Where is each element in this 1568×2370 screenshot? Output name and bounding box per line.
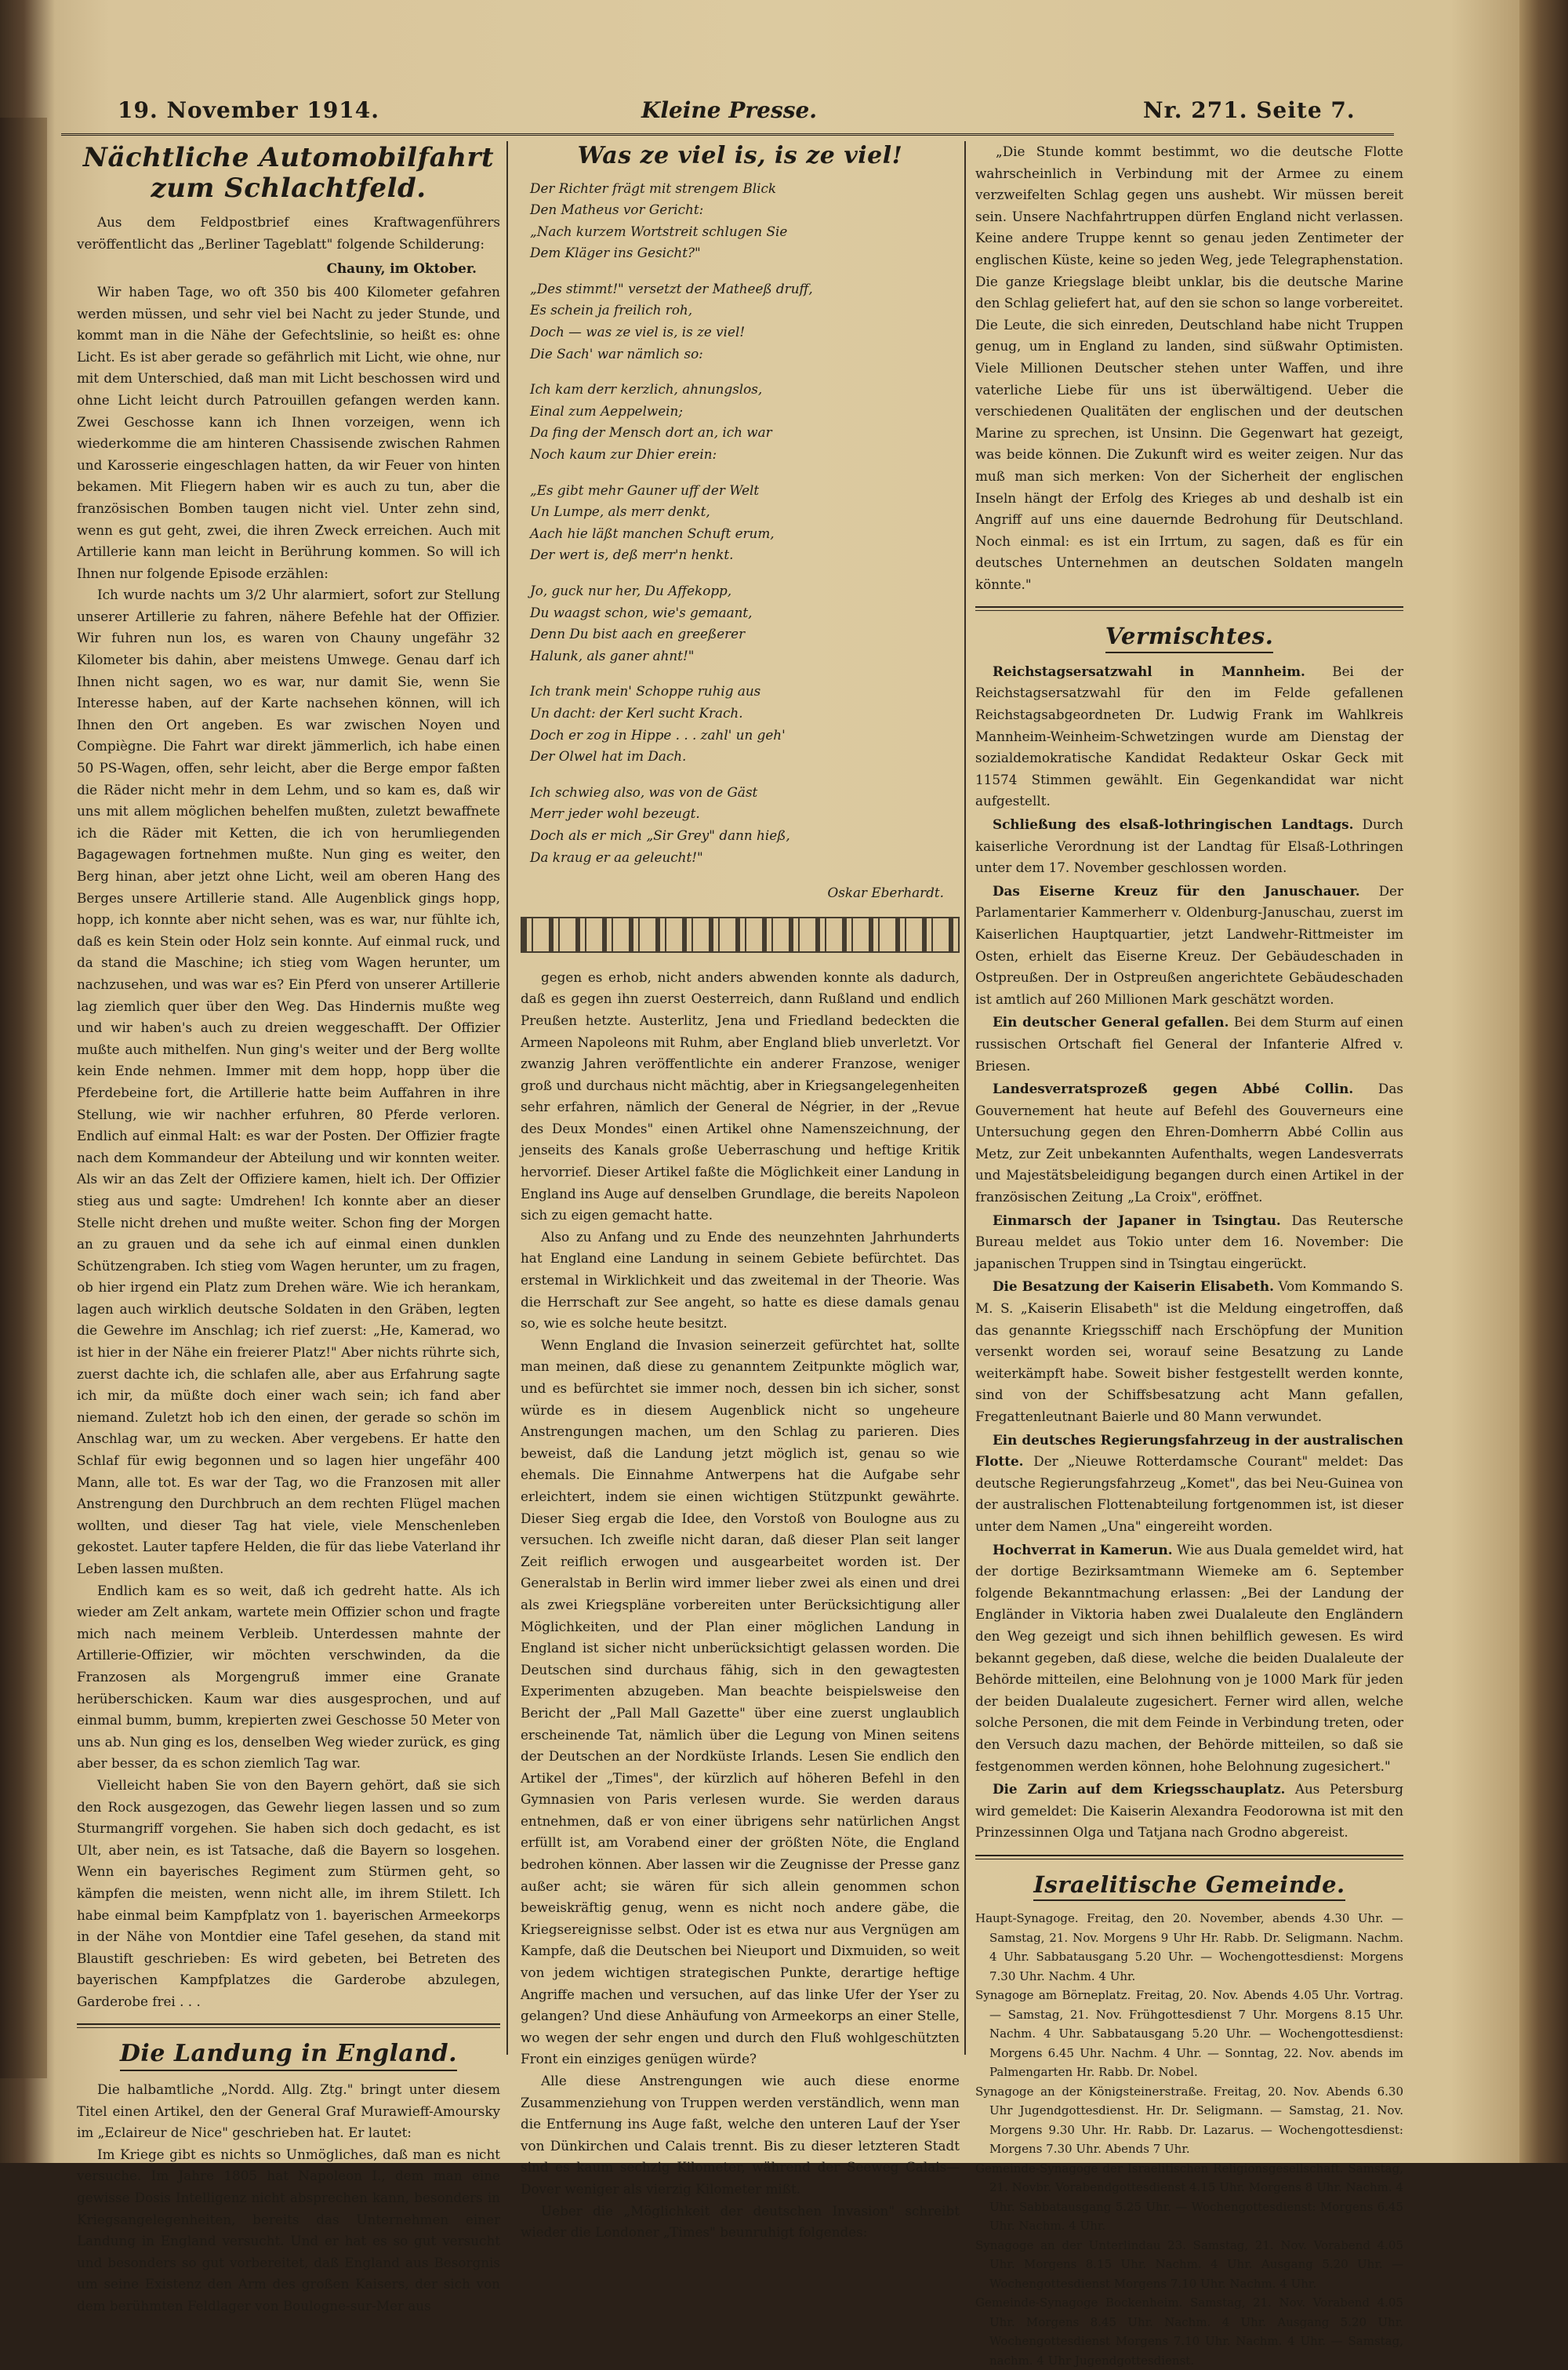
poem-line: „Es gibt mehr Gauner uff der Welt: [530, 482, 760, 498]
section-divider: [77, 2023, 500, 2028]
news-item: [975, 1430, 1403, 1538]
poem-stanza: [530, 580, 960, 667]
article-paragraph: Ueber die „Möglichkeit der deutschen Invasion" schreibt wieder die Londoner „Times" beunruhigt folgendes:: [521, 2202, 960, 2241]
poem-line: Merr jeder wohl bezeugt.: [530, 805, 700, 822]
article-paragraph: gegen es erhob, nicht anders abwenden konnte als dadurch, daß es gegen ihn zuerst Oesterreich, dann Rußland und endlich Preußen hetzte. Austerlitz, Jena und Friedland bedeckten die Armeen Napoleons mit Ruhm, aber England blieb unverletzt. Vor zwanzig Jahren veröffentlichte ein anderer Franzose, weniger groß und durchaus nicht mächtig, aber in Kriegsangelegenheiten sehr erfahren, nämlich der General de Négrier, in der „Revue des Deux Mondes" einen Artikel ohne Namenszeichnung, der jenseits des Kanals große Ueberraschung und heftige Kritik hervorrief. Dieser Artikel faßte die Möglichkeit einer Landung in England ins Auge auf denselben Grundlage, die bereits Napoleon sich zu eigen gemacht hatte.: [521, 969, 960, 1223]
section-headline: [975, 623, 1403, 652]
masthead: [61, 93, 1394, 136]
article-paragraph: Im Kriege gibt es nichts so Unmögliches, daß man es nicht versuche. Im Jahre 1805 hat Napoleon I., dem man eine gewisse Dosis Intelligenz nicht absprechen kann, besonders in Kriegsangelegenheiten, bereits das Unternehmen einer Landung in England versucht. Und er hat es so gut versucht und besonders so gut vorbereitet, daß England aus Besorgnis um seine Existenz den Arm des großen Kaisers, der sich von dem berühmten Feldlager von Boulogne-sur-Mer aus: [77, 2146, 500, 2314]
poem-line: „Nach kurzem Wortstreit schlugen Sie: [530, 223, 788, 239]
poem-line: Du waagst schon, wie's gemaant,: [530, 604, 753, 620]
news-item-text: Bei dem Sturm auf einen russischen Ortschaft fiel General der Infanterie Alfred v. Briesen.: [975, 1014, 1403, 1074]
column-3: [975, 141, 1404, 2368]
poem-stanza: [530, 278, 960, 365]
news-item-text: Durch kaiserliche Verordnung ist der Landtag für Elsaß-Lothringen unter dem 17. November geschlossen worden.: [975, 816, 1403, 876]
poem-line: „Des stimmt!" versetzt der Matheeß druff,: [530, 280, 813, 296]
poem-line: Den Matheus vor Gericht:: [530, 202, 704, 218]
news-item: [975, 1779, 1403, 1844]
headline-text: Vermischtes.: [1105, 623, 1274, 652]
section-divider: [975, 606, 1403, 611]
issue-page-number: Nr. 271. Seite 7.: [1143, 97, 1356, 123]
poem-stanza: [530, 782, 960, 868]
news-item-title: Die Zarin auf dem Kriegsschauplatz.: [993, 1781, 1286, 1797]
news-item-title: Hochverrat in Kamerun.: [993, 1541, 1173, 1558]
headline-text: Die Landung in England.: [120, 2041, 457, 2071]
synagogue-schedule: Synagoge an der Unterlindau 23. Samstag, 21. Nov. Vorabend 4.05 Uhr. Morgens 8.15 Uhr. Nachm. 4 Uhr. Ausgang 5.20 Uhr. — Wochengottesdienst Morgens 7.10 Uhr. Nachm. 4 Uhr.: [975, 2237, 1403, 2291]
article-paragraph: Vielleicht haben Sie von den Bayern gehört, daß sie sich den Rock ausgezogen, das Gewehr liegen lassen und so zum Sturmangriff vorgehen. Sie haben sich doch gedacht, es ist Ult, aber nein, es ist Tatsache, daß die Bayern so losgehen. Wenn ein bayerisches Regiment zum Stürmen geht, so kämpfen die meisten, wenn nicht alle, im ihrem Stilett. Ich habe einmal beim Kampfplatz von 1. bayerischen Armeekorps in der Nähe von Montdier eine Tafel gesehen, da stand mit Blaustift geschrieben: Es wird gebeten, bei Betreten des bayerischen Kampfplatzes die Garderobe abzulegen, Garderobe frei . . .: [77, 1776, 500, 2009]
newspaper-title: Kleine Presse.: [641, 97, 818, 123]
poem-stanza: [530, 681, 960, 767]
news-item-text: Der Parlamentarier Kammerherr v. Oldenburg-Januschau, zuerst im Kaiserlichen Hauptquartier, jetzt Landwehr-Rittmeister im Osten, erhielt das Eiserne Kreuz. Der Gebäudeschaden in Ostpreußen. Der in Ostpreußen angerichtete Gebäudeschaden ist amtlich auf 260 Millionen Mark geschätzt worden.: [975, 882, 1403, 1007]
news-item-title: Schließung des elsaß-lothringischen Landtags.: [993, 816, 1354, 832]
article-paragraph: „Die Stunde kommt bestimmt, wo die deutsche Flotte wahrscheinlich in Verbindung mit der Armee zu einem verzweifelten Schlag gegen uns aushebt. Wir müssen bereit sein. Unsere Nachfahrtruppen dürfen England nicht verlassen. Keine andere Truppe kennt so genau jeden Zentimeter der englischen Küste, keine so jeden Weg, jede Telegraphenstation. Die ganze Kriegslage bleibt unklar, bis die deutsche Marine den Schlag geliefert hat, auf den sie schon so lange vorbereitet. Die Leute, die sich einreden, Deutschland habe nicht Truppen genug, um in England zu landen, sind süßwahr Optimisten. Viele Millionen Deutscher stehen unter Waffen, und ihre vaterliche Liebe für uns ist überwältigend. Ueber die verschiedenen Qualitäten der englischen und der deutschen Marine zu sprechen, ist Unsinn. Die Gegenwart hat gezeigt, was beide können. Die Zukunft wird es weiter zeigen. Nur das muß man sich merken: Von der Sicherheit der englischen Inseln hängt der Erfolg des Krieges ab und deshalb ist ein Angriff auf uns eine dauernde Bedrohung für Deutschland. Noch einmal: es ist ein Irrtum, zu sagen, daß es für ein deutsches Unternehmen an deutschen Soldaten mangeln könnte.": [975, 144, 1403, 592]
article-paragraph: Wenn England die Invasion seinerzeit gefürchtet hat, sollte man meinen, daß diese zu genanntem Zeitpunkte möglich war, und es befürchtet sie immer noch, dessen bin ich sicher, sonst würde es in diesem Augenblick nicht so ungeheure Anstrengungen machen, um den Schlag zu parieren. Dies beweist, daß die Landung jetzt möglich ist, genau so wie ehemals. Die Einnahme Antwerpens hat die Aufgabe sehr erleichtert, indem sie einen wichtigen Stützpunkt gewährte. Dieser Sieg ergab die Idee, den Vorstoß von Boulogne aus zu versuchen. Ich zweifle nicht daran, daß dieser Plan seit langer Zeit reiflich erwogen und ausgearbeitet worden ist. Der Generalstab in Berlin wird immer lieber zwei als einen und drei als zwei Kriegspläne vorbereiten unter Berücksichtigung aller Möglichkeiten, und der Plan einer möglichen Landung in England ist sicher nicht unberücksichtigt gelassen worden. Die Deutschen sind durchaus fähig, sich in den gewagtesten Experimenten abzugeben. Man beachte beispielsweise den Bericht der „Pall Mall Gazette" über eine zuerst unglaublich erscheinende Tat, nämlich über die Legung von Minen seitens der Deutschen an der Nordküste Irlands. Lesen Sie endlich den Artikel der „Times", der kürzlich auf höheren Befehl in den Gymnasien von Paris verlesen wurde. Sie werden daraus entnehmen, daß er von einer übrigens sehr natürlichen Angst erfüllt ist, am Vorabend einer der größten Nöte, die England bedrohen können. Aber lassen wir die Zeugnisse der Presse ganz außer acht; sie wären für sich allein genommen schon beweiskräftig genug, wenn es nicht noch andere gäbe, die Kriegsereignisse selbst. Oder ist es etwa nur aus Vergnügen am Kampfe, daß die Deutschen bei Nieuport und Dixmuiden, so weit von jedem wichtigen strategischen Punkte, derartige heftige Angriffe machen und versuchen, auf das linke Ufer der Yser zu gelangen? Und diese Anhäufung von Armeekorps an einer Stelle, wo wegen der sehr engen und durch den Fluß wohlgeschützten Front ein einziges genügen würde?: [521, 1336, 960, 2067]
news-item-title: Reichstagsersatzwahl in Mannheim.: [993, 663, 1305, 679]
poem-line: Un dacht: der Kerl sucht Krach.: [530, 704, 743, 721]
column-2: [521, 141, 960, 2241]
poem-line: Der wert is, deß merr'n henkt.: [530, 547, 734, 563]
article-paragraph: Endlich kam es so weit, daß ich gedreht hatte. Als ich wieder am Zelt ankam, wartete mein Offizier schon und fragte mich nach meinem Verbleib. Unterdessen mahnte der Artillerie-Offizier, wir möchten verschwinden, da die Franzosen als Morgengruß immer eine Granate herüberschicken. Kaum war dies ausgesprochen, und auf einmal bumm, bumm, krepierten zwei Geschosse 50 Meter von uns ab. Nun ging es los, denselben Weg wieder zurück, es ging aber besser, da es schon ziemlich Tag war.: [77, 1582, 500, 1772]
poem-line: Da kraug er aa geleucht!": [530, 849, 703, 865]
poem-line: Der Olwel hat im Dach.: [530, 748, 687, 765]
poem-line: Noch kaum zur Dhier erein:: [530, 446, 717, 463]
poem-line: Un Lumpe, als merr denkt,: [530, 503, 710, 520]
poem-line: Doch — was ze viel is, is ze viel!: [530, 324, 746, 340]
column-rule-2: [964, 141, 966, 2055]
news-item-title: Ein deutscher General gefallen.: [993, 1014, 1229, 1031]
poem: [530, 178, 960, 869]
synagogue-schedule: Synagoge an der Königsteinerstraße. Freitag, 20. Nov. Abends 6.30 Uhr Jugendgottesdienst. Hr. Dr. Seligmann. — Samstag, 21. Nov. Morgens 9.30 Uhr. Hr. Rabb. Dr. Lazarus. — Wochengottesdienst: Morgens 7.30 Uhr. Abends 7 Uhr.: [975, 2084, 1403, 2157]
issue-date: 19. November 1914.: [118, 97, 380, 123]
article-intro: Aus dem Feldpostbrief eines Kraftwagenführers veröffentlicht das „Berliner Tageblatt" folgende Schilderung:: [77, 214, 500, 252]
news-item-text: Der „Nieuwe Rotterdamsche Courant" meldet: Das deutsche Regierungsfahrzeug „Komet", das bei Neu-Guinea von der australischen Flottenabteilung fortgenommen ist, ist dieser unter dem Namen „Una" eingereiht worden.: [975, 1453, 1403, 1534]
synagogue-schedule: Gemeinde-Synagoge Bockenheim. Samstag, 21. Nov. Vorabend 4.05 Uhr. Morgens 8.45 Uhr. Nachm. 4 Uhr. Ausgang 5.20 Uhr. Wochengottesdienst Morgens 7.10 Uhr. Nachm. 4 Uhr. — Samstag, nachm. 4 Uhr Jugendgottesdienst.: [975, 2295, 1403, 2368]
news-item: [975, 1210, 1403, 1275]
news-item-text: Aus Petersburg wird gemeldet: Die Kaiserin Alexandra Feodorowna ist mit den Prinzessinnen Olga und Tatjana nach Grodno abgereist.: [975, 1781, 1404, 1841]
poem-line: Einal zum Aeppelwein;: [530, 402, 683, 419]
news-item: [975, 1012, 1403, 1077]
article-headline: Nächtliche Automobilfahrt zum Schlachtfeld.: [82, 142, 495, 205]
left-binding-edge: [0, 118, 47, 2078]
poem-line: Es schein ja freilich roh,: [530, 302, 693, 318]
news-item-title: Ein deutsches Regierungsfahrzeug in der australischen Flotte.: [975, 1431, 1403, 1470]
poem-stanza: [530, 178, 960, 264]
poem-line: Ich schwieg also, was von de Gäst: [530, 783, 758, 800]
article-paragraph: Alle diese Anstrengungen wie auch diese enorme Zusammenziehung von Truppen werden verständlich, wenn man die Entfernung ins Auge faßt, welche den unteren Lauf der Yser von Dünkirchen und Calais trennt. Bis zu dieser letzteren Stadt sind es kaum sechzig Kilometer, während der Seeweg Calais—Dover weniger als vierzig Kilometer mißt.: [521, 2073, 960, 2197]
poem-line: Denn Du bist aach en greeßerer: [530, 626, 746, 642]
news-item: [975, 1539, 1403, 1778]
ornamental-divider: [521, 917, 960, 953]
newspaper-page: [61, 93, 1404, 2368]
synagogue-schedule: Gemeinde-Synagoge der Israelitischen Religionsgesellschaft. Samstag, 21. Novbr. Vorabendgottesdienst 4.15 Uhr. Morgens 8 Uhr. Nachm. 4 Uhr. Sabbatausgang 5.25 Uhr. — Wochengottesdienst: Morgens 6.45 Uhr. Nachm. 4 Uhr.: [975, 2161, 1403, 2234]
poem-line: Ich kam derr kerzlich, ahnungslos,: [530, 381, 763, 398]
poem-line: Die Sach' war nämlich so:: [530, 345, 703, 362]
news-item-title: Einmarsch der Japaner in Tsingtau.: [993, 1212, 1281, 1228]
news-item-title: Die Besatzung der Kaiserin Elisabeth.: [993, 1278, 1274, 1295]
news-item: [975, 1276, 1403, 1427]
right-book-edge: [1519, 0, 1568, 2163]
news-item-text: Bei der Reichstagsersatzwahl für den im Felde gefallenen Reichstagsabgeordneten Dr. Ludwig Frank im Wahlkreis Mannheim-Weinheim-Schwetzingen wurde am Dienstag der sozialdemokratische Kandidat Redakteur Oskar Geck mit 11574 Stimmen gewählt. Ein Gegenkandidat war nicht aufgestellt.: [975, 663, 1403, 809]
article-paragraph: Also zu Anfang und zu Ende des neunzehnten Jahrhunderts hat England eine Landung in seinem Gebiete befürchtet. Das erstemal in Wirklichkeit und das zweitemal in der Theorie. Was die Herrschaft zur See angeht, so hatte es diese damals genau so, wie es solche heute besitzt.: [521, 1228, 960, 1332]
news-item-text: Das Reutersche Bureau meldet aus Tokio unter dem 16. November: Die japanischen Truppen sind in Tsingtau eingerückt.: [975, 1212, 1403, 1271]
poem-author: Oskar Eberhardt.: [827, 885, 944, 901]
article-paragraph: Die halbamtliche „Nordd. Allg. Ztg." bringt unter diesem Titel einen Artikel, den der General Graf Murawieff-Amoursky im „Eclaireur de Nice" geschrieben hat. Er lautet:: [77, 2081, 500, 2141]
news-item: [975, 1078, 1403, 1209]
poem-line: Doch er zog in Hippe . . . zahl' un geh': [530, 726, 786, 743]
poem-line: Da fing der Mensch dort an, ich war: [530, 424, 772, 441]
section-headline: [975, 1872, 1403, 1901]
article-dateline: Chauny, im Oktober.: [326, 260, 477, 277]
column-1: [77, 141, 500, 2314]
poem-line: Der Richter frägt mit strengem Blick: [530, 180, 777, 196]
news-item-text: Wie aus Duala gemeldet wird, hat der dortige Bezirksamtmann Wiemeke am 6. September folgende Bekanntmachung erlassen: „Bei der Landung der Engländer in Viktoria haben zwei Dualaleute den Engländern den Weg gezeigt und sich ihnen behilflich gewesen. Es wird bekannt gegeben, daß diese, welche die beiden Dualaleute der Behörde mitteilen, eine Belohnung von je 1000 Mark für jeden der beiden Dualaleute zugesichert. Ferner wird allen, welche solche Personen, die mit dem Feinde in Verbindung treten, oder den Versuch dazu machen, der Behörde mitteilen, so daß sie festgenommen werden können, hohe Belohnung zugesichert.": [975, 1541, 1403, 1774]
poem-headline: Was ze viel is, is ze viel!: [577, 142, 903, 169]
news-item-title: Landesverratsprozeß gegen Abbé Collin.: [993, 1081, 1354, 1097]
column-rule-1: [506, 141, 508, 2055]
poem-line: Aach hie läßt manchen Schuft erum,: [530, 525, 775, 541]
article-paragraph: Ich wurde nachts um 3/2 Uhr alarmiert, sofort zur Stellung unserer Artillerie zu fahren, nähere Befehle hat der Offizier. Wir fuhren nun los, es waren von Chauny ungefähr 32 Kilometer bis dahin, aber meistens Umwege. Genau darf ich Ihnen nicht sagen, wo es war, nur damit Sie, wenn Sie Interesse haben, auf der Karte nachsehen können, will ich Ihnen den Ort angeben. Es war zwischen Noyen und Compiègne. Die Fahrt war direkt jämmerlich, ich habe einen 50 PS-Wagen, offen, sehr leicht, aber die Berge empor faßten die Räder nicht mehr in dem Lehm, und so kam es, daß wir uns mit allem möglichen behelfen mußten, zuletzt bewaffnete ich die Räder mit Ketten, die ich von herumliegenden Bagagewagen fortnehmen mußte. Nun ging es weiter, den Berg hinan, aber jetzt ohne Licht, weil am oberen Hang des Berges unsere Artillerie stand. Alle Augenblick gings hopp, hopp, ich konnte aber nicht sehen, was es war, nur fühlte ich, daß es kein Stein oder Holz sein konnte. Auf einmal ruck, und da stand die Maschine; ich stieg vom Wagen herunter, um nachzusehen, und was war es? Ein Pferd von unserer Artillerie lag ziemlich quer über den Weg. Das Hindernis mußte weg und wir haben's auch zu dreien weggeschafft. Der Offizier mußte auch mithelfen. Nun ging's weiter und der Berg wollte kein Ende nehmen. Immer mit dem hopp, hopp über die Pferdebeine fort, die Artillerie hatte beim Auffahren in ihre Stellung, wie wir nachher erfuhren, 80 Pferde verloren. Endlich auf einmal Halt: es war der Posten. Der Offizier fragte nach dem Kommandeur der Abteilung und wir konnten weiter. Als wir an das Zelt der Offiziere kamen, hielt ich. Der Offizier stieg aus und sagte: Umdrehen! Ich konnte aber an dieser Stelle nicht drehen und mußte weiter. Schon fing der Morgen an zu grauen und da sehe ich auf einmal einen dunklen Schützengraben. Ich stieg vom Wagen herunter, um zu fragen, ob hier irgend ein Platz zum Drehen wäre. Wie ich herankam, lagen auch wirklich deutsche Soldaten in den Gräben, legten die Gewehre im Anschlag; ich rief zuerst: „He, Kamerad, wo ist hier in der Nähe ein freierer Platz!" Aber nichts rührte sich, zuerst dachte ich, die schlafen alle, aber aus Erfahrung sagte ich mir, da müßte doch einer wach sein; ich fand aber niemand. Zuletzt hob ich den einen, der gerade so schön im Anschlag war, um zu wecken. Aber vergebens. Er hatte den Schlaf für ewig begonnen und so lagen hier ungefähr 400 Mann, alle tot. Es war der Tag, wo die Franzosen mit aller Anstrengung den Durchbruch an dem rechten Flügel machen wollten, und dieser Tag hat viele, viele Menschenleben gekostet. Lauter tapfere Helden, die für das liebe Vaterland ihr Leben lassen mußten.: [77, 587, 500, 1576]
article-paragraph: Wir haben Tage, wo oft 350 bis 400 Kilometer gefahren werden müssen, und sehr viel bei Nacht zu jeder Stunde, und kommt man in die Nähe der Gefechtslinie, so heißt es: ohne Licht. Es ist aber gerade so gefährlich mit Licht, wie ohne, nur mit dem Unterschied, daß man mit Licht beschossen wird und ohne Licht leicht durch Patrouillen gefangen werden kann. Zwei Geschosse kann ich Ihnen vorzeigen, wenn ich wiederkomme die am hinteren Chassisende zwischen Rahmen und Karosserie eingeschlagen hatten, da wir Feuer von hinten bekamen. Mit Fliegern haben wir es auch zu tun, aber die französischen Bomben taugen nicht viel. Unter zehn sind, wenn es gut geht, zwei, die ihren Zweck erreichen. Auch mit Artillerie kann man leicht in Berührung kommen. So will ich Ihnen nur folgende Episode erzählen:: [77, 283, 500, 581]
news-item: [975, 814, 1403, 879]
article-headline: [77, 2041, 500, 2071]
synagogue-schedule: Haupt-Synagoge. Freitag, den 20. November, abends 4.30 Uhr. — Samstag, 21. Nov. Morgens 9 Uhr Hr. Rabb. Dr. Seligmann. Nachm. 4 Uhr. Sabbatausgang 5.20 Uhr. — Wochengottesdienst: Morgens 7.30 Uhr. Nachm. 4 Uhr.: [975, 1911, 1403, 1983]
news-item-text: Vom Kommando S. M. S. „Kaiserin Elisabeth" ist die Meldung eingetroffen, daß das genannte Kriegsschiff nach Erschöpfung der Munition versenkt worden sei, worauf seine Besatzung zu Lande weiterkämpft habe. Soweit bisher festgestellt werden konnte, sind von der Schiffsbesatzung acht Mann gefallen, Fregattenleutnant Baierle und 80 Mann verwundet.: [975, 1278, 1403, 1424]
section-divider: [975, 1855, 1403, 1859]
poem-line: Dem Kläger ins Gesicht?": [530, 245, 701, 261]
poem-stanza: [530, 379, 960, 465]
news-item: [975, 881, 1403, 1011]
headline-text: Israelitische Gemeinde.: [1033, 1872, 1345, 1901]
news-item: [975, 661, 1403, 812]
poem-line: Ich trank mein' Schoppe ruhig aus: [530, 683, 761, 700]
poem-line: Halunk, als ganer ahnt!": [530, 647, 695, 663]
news-item-title: Das Eiserne Kreuz für den Januschauer.: [993, 882, 1360, 899]
poem-line: Doch als er mich „Sir Grey" dann hieß,: [530, 827, 790, 843]
poem-line: Jo, guck nur her, Du Affekopp,: [530, 583, 732, 598]
synagogue-schedule: Synagoge am Börneplatz. Freitag, 20. Nov. Abends 4.05 Uhr. Vortrag. — Samstag, 21. Nov. Frühgottesdienst 7 Uhr. Morgens 8.15 Uhr. Nachm. 4 Uhr. Sabbatausgang 5.20 Uhr. — Wochengottesdienst: Morgens 6.45 Uhr. Nachm. 4 Uhr. — Sonntag, 22. Nov. abends im Palmengarten Hr. Rabb. Dr. Nobel.: [975, 1988, 1403, 2080]
news-item-text: Das Gouvernement hat heute auf Befehl des Gouverneurs eine Untersuchung gegen den Ehren-Domherrn Abbé Collin aus Metz, zur Zeit unbekannten Aufenthalts, wegen Landesverrats und Majestätsbeleidigung begangen durch einen Artikel in der französischen Zeitung „La Croix", eröffnet.: [975, 1081, 1403, 1205]
poem-stanza: [530, 480, 960, 566]
